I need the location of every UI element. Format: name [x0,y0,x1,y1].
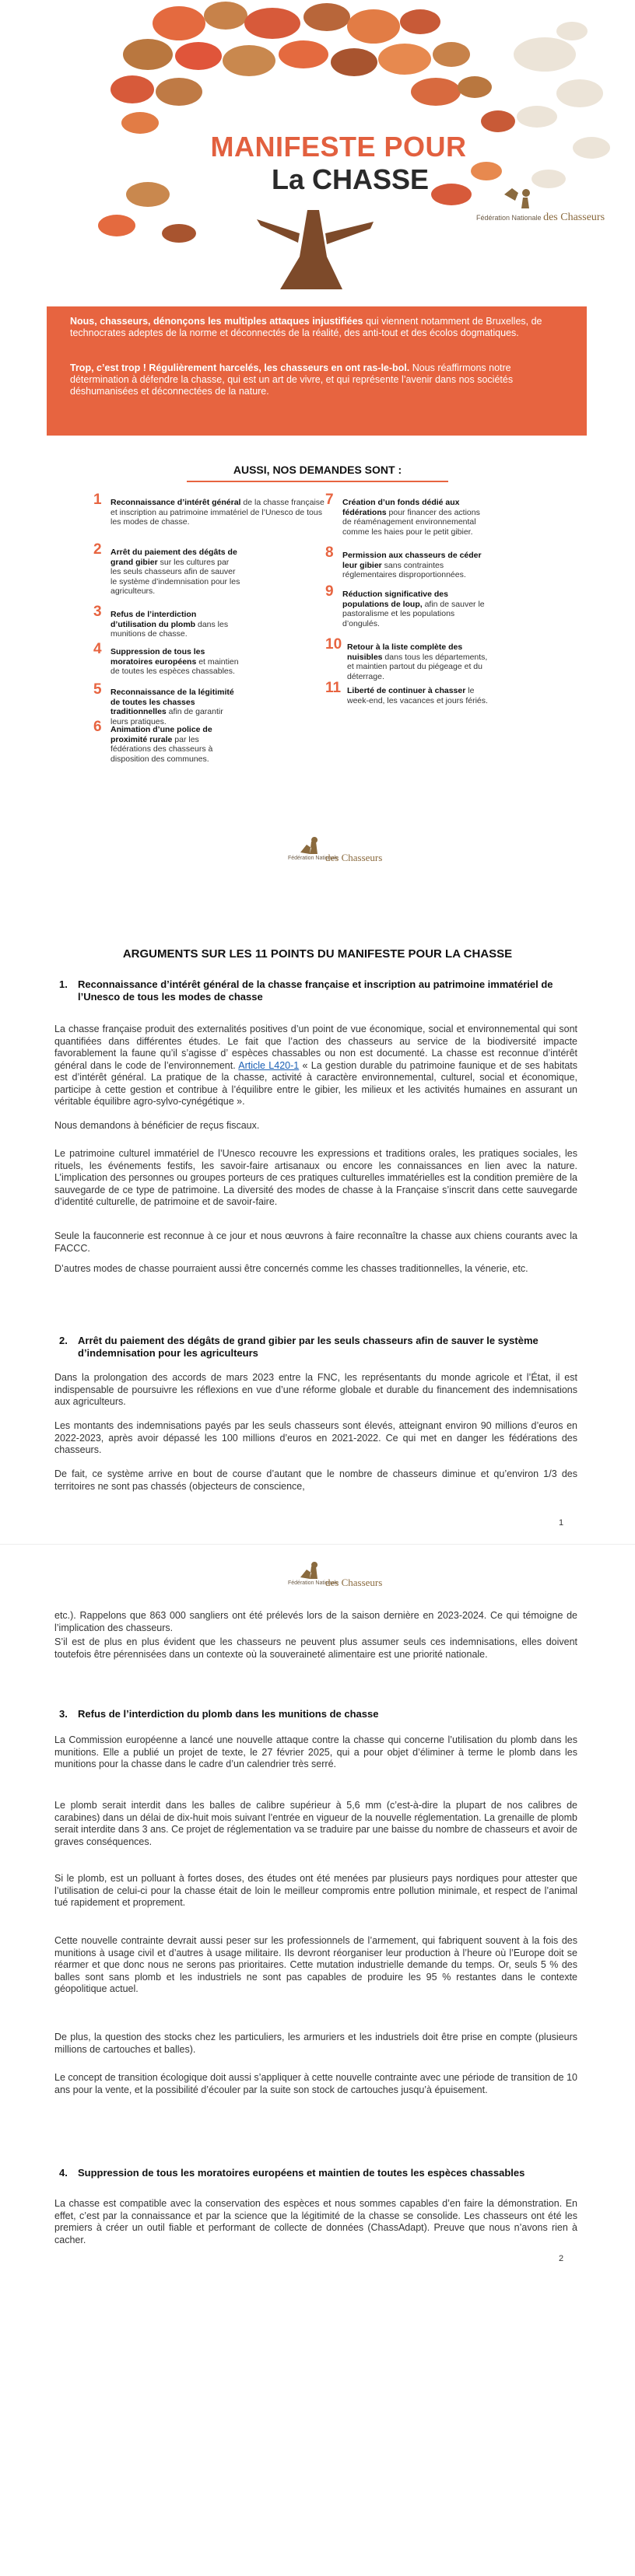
demand-bold: Création d’un fonds dédié aux fédérations [342,498,460,517]
section2-paragraph-5: S’il est de plus en plus évident que les chasseurs ne peuvent plus assumer seuls ces indemnisations, elles doivent toutefois être pérennisées dans un contexte où la souveraineté alimentaire est une priorité nationale. [54,1636,577,1660]
section-heading-4 [59,2167,560,2179]
section-number: 1. [59,978,68,990]
demand-item [93,681,241,726]
page-break [0,1544,635,1545]
demand-bold: Reconnaissance d’intérêt général [111,498,241,507]
section3-paragraph-4: Cette nouvelle contrainte devrait aussi peser sur les professionnels de l’armement, qui fabriquent souvent à la fois des munitions à usage civil et d’autres à usage militaire. Ils devront réorganiser leur production à l’heure où l’Europe doit se réarmer et que donc nous ne serons pas prioritaires. Cette mutation industrielle demande du temps. Or, seuls 5 % des balles sont sans plomb et les industriels ne sont pas capables de produire les 95 % restantes dans le contexte géopolitique actuel. [54,1935,577,1994]
logo-big-text: des Chasseurs [325,1577,383,1588]
demand-text: sur les cultures par les seuls chasseurs afin de sauver le système d’indemnisation pour les agriculteurs. [111,557,240,596]
demand-text: de la chasse française et inscription au patrimoine immatériel de l’Unesco de tous les modes de chasse. [111,498,325,527]
demand-item [93,641,241,677]
section-heading-2 [59,1335,560,1360]
demand-bold: Reconnaissance de la légitimité de toutes les chasses traditionnelles [111,688,234,716]
demand-bold: Liberté de continuer à chasser [347,686,466,695]
demand-number: 10 [325,636,342,653]
banner-p1-text: qui viennent notamment de Bruxelles, de technocrates adeptes de la norme et déconnectés de la réalité, des anti-tout et des écolos dogmatiques. [70,316,542,338]
section2-paragraph-3: De fait, ce système arrive en bout de course d’autant que le nombre de chasseurs diminue et qu’environ 1/3 des territoires ne sont pas chassés (objecteurs de conscience, [54,1468,577,1492]
demand-item [325,492,489,537]
banner-paragraph-2 [47,362,587,397]
demand-bold: Refus de l’interdiction d’utilisation du plomb [111,610,197,629]
demands-title: AUSSI, NOS DEMANDES SONT : [233,464,402,476]
hero-title-line2: La CHASSE [271,163,430,195]
demand-item [93,604,241,639]
logo-big-text: des Chasseurs [325,852,383,863]
section2-paragraph-1: Dans la prolongation des accords de mars 2023 entre la FNC, les représentants du monde agricole et l’État, il est indispensable de poursuivre les réflexions en vue d’une réforme globale et durable du financement des indemnisations aux agriculteurs. [54,1372,577,1407]
section4-paragraph-1: La chasse est compatible avec la conservation des espèces et nous sommes capables d’en faire la démonstration. En effet, c’est par la connaissance et par la science que la légitimité de la chasse se consolide. Les chasseurs ont été les premiers à créer un outil fiable et performant de collecte de données (ChassAdapt). Preuve que nous n’avons rien à cacher. [54,2198,577,2245]
demand-number: 6 [93,719,102,735]
demand-number: 5 [93,681,102,698]
demand-text: le week-end, les vacances et jours fériés. [347,686,488,705]
section-heading-text: Refus de l’interdiction du plomb dans les munitions de chasse [78,1708,379,1720]
demands-underline [187,481,448,482]
demand-number: 4 [93,641,102,657]
demand-bold: Suppression de tous les moratoires européens [111,647,205,667]
demand-item [93,541,241,597]
section-heading-text: Suppression de tous les moratoires européens et maintien de toutes les espèces chassables [78,2167,525,2179]
demand-bold: Permission aux chasseurs de céder leur gibier [342,551,482,570]
banner-paragraph-1 [47,316,587,339]
demand-text: sans contraintes réglementaires disproportionnées. [342,560,466,579]
demand-bold: Réduction significative des populations de loup, [342,590,448,609]
page-number-2: 2 [559,2254,564,2263]
demand-number: 7 [325,492,334,508]
federation-logo [257,837,383,868]
section3-paragraph-2: Le plomb serait interdit dans les balles de calibre supérieur à 5,6 mm (c’est-à-dire la plupart de nos calibres de carabines) dans un délai de dix-huit mois suivant l’entrée en vigueur de la nouvelle réglementation. La grenaille de plomb serait interdite dans 3 ans. Ce projet de réglementation va se traduire par une baisse du nombre de chasseurs et avoir de graves conséquences. [54,1800,577,1847]
section3-paragraph-3: Si le plomb, est un polluant à fortes doses, des études ont été menées par plusieurs pays nordiques pour attester que l’utilisation de celui-ci pour la chasse était de loin le meilleur compromis entre pollution minimale, et respect de l’animal tué rapidement et proprement. [54,1873,577,1908]
section-heading-3 [59,1708,560,1720]
section1-paragraph-3: Le patrimoine culturel immatériel de l’Unesco recouvre les expressions et traditions orales, les pratiques sociales, les rituels, les événements festifs, les savoir-faire artisanaux ou encore les connaissances en lien avec la nature. L’implication des personnes ou groupes porteurs de ces pratiques culturelles immatérielles est la condition première de la sauvegarde de ce type de patrimoine. La diversité des modes de chasse à la Française s’inscrit dans cette sauvegarde d’identité culturelle, de patrimoine et de savoir-faire. [54,1148,577,1207]
demand-text: pour financer des actions de réaménagement environnemental comme les haies pour le petit gibier. [342,507,480,537]
hero-illustration [0,0,635,303]
demand-number: 2 [93,541,102,558]
section1-paragraph-5: D’autres modes de chasse pourraient aussi être concernés comme les chasses traditionnelles, la vénerie, etc. [54,1263,528,1274]
section3-paragraph-5: De plus, la question des stocks chez les particuliers, les armuriers et les industriels doit être prise en compte (plusieurs millions de cartouches et balles). [54,2032,577,2055]
demand-number: 9 [325,583,334,600]
demand-item [93,719,241,764]
demand-item [325,544,489,580]
section2-paragraph-4: etc.). Rappelons que 863 000 sangliers ont été prélevés lors de la saison dernière en 2023-2024. Ce qui témoigne de l’implication des chasseurs. [54,1610,577,1633]
paragraph-text: « La gestion durable du patrimoine faunique et de ses habitats est d’intérêt général. La pratique de la chasse, activité à caractère environnemental, culturel, social et économique, participe à cette gestion et contribue à l’équilibre entre le gibier, les milieux et les activités humaines en assurant un véritable équilibre agro-sylvo-cynégétique ». [54,1059,577,1107]
demand-text: dans les munitions de chasse. [111,619,229,639]
page-number-1: 1 [559,1518,564,1528]
section1-paragraph-1 [54,1024,577,1108]
logo-small-text: Fédération Nationale [288,1580,339,1586]
section1-paragraph-2: Nous demandons à bénéficier de reçus fiscaux. [54,1120,260,1131]
logo-small-text: Fédération Nationale [288,856,339,861]
section3-paragraph-1: La Commission européenne a lancé une nouvelle attaque contre la chasse qui concerne l’utilisation du plomb dans les munitions. Elle a publié un projet de texte, le 27 février 2025, qui a pour objet d’éliminer à terme le plomb dans les munitions pour la chasse dans le cadre d’un calendrier très serré. [54,1734,577,1769]
demand-text: dans tous les départements, et maintien partout du piégeage et du déterrage. [347,652,488,681]
demand-text: par les fédérations des chasseurs à disposition des communes. [111,734,213,764]
hero-title-line1: MANIFESTE POUR [210,131,467,163]
article-link[interactable]: Article L420-1 [238,1059,300,1071]
section3-paragraph-6: Le concept de transition écologique doit aussi s’appliquer à cette nouvelle contrainte avec une période de transition de 10 ans pour la vente, et la possibilité d’écouler par la suite son stock de cartouches jusqu’à épuisement. [54,2072,577,2095]
demand-number: 11 [325,680,342,696]
section-number: 4. [59,2167,68,2179]
demand-item [325,636,489,681]
federation-logo [257,1562,383,1593]
section-heading-text: Reconnaissance d’intérêt général de la chasse française et inscription au patrimoine immatériel de l’Unesco de tous les modes de chasse [78,978,553,1003]
demand-text: afin de sauver le pastoralisme et les populations d’ongulés. [342,599,485,628]
intro-banner [47,306,587,436]
banner-p2-text: Nous réaffirmons notre détermination à défendre la chasse, qui est un art de vivre, et qui représente l’avenir dans nos sociétés déshumanisées et déconnectées de la nature. [70,362,514,397]
demand-number: 1 [93,492,102,508]
demand-text: et maintien de toutes les espèces chassables. [111,656,239,676]
demand-bold: Retour à la liste complète des nuisibles [347,642,463,662]
demand-item [325,680,489,705]
demand-item [325,583,489,628]
federation-big-label: des Chasseurs [543,212,605,223]
arguments-title: ARGUMENTS SUR LES 11 POINTS DU MANIFESTE POUR LA CHASSE [122,947,513,961]
banner-p2-bold: Trop, c’est trop ! Régulièrement harcelés, les chasseurs en ont ras-le-bol. [70,362,410,373]
section-number: 3. [59,1708,68,1720]
demand-bold: Arrêt du paiement des dégâts de grand gibier [111,548,237,567]
hunter-dog-icon [296,829,327,856]
demand-number: 3 [93,604,102,620]
section2-paragraph-2: Les montants des indemnisations payés par les seuls chasseurs sont élevés, atteignant environ 90 millions d’euros en 2022-2023, après avoir dépassé les 100 millions d’euros en 2021-2022. Ce qui met en danger les fédérations des chasseurs. [54,1420,577,1455]
federation-small-label: Fédération Nationale [476,214,542,222]
section-heading-text: Arrêt du paiement des dégâts de grand gibier par les seuls chasseurs afin de sauver le système d’indemnisation pour les agriculteurs [78,1335,539,1359]
demand-bold: Animation d’une police de proximité rurale [111,725,212,744]
section-number: 2. [59,1335,68,1346]
section-heading-1 [59,978,560,1003]
paragraph-text: La chasse française produit des externalités positives d’un point de vue économique, social et environnemental qui sont quantifiées dans différentes études. Le fait que l’action des chasseurs au service de la biodiversité impacte favorablement la faune qu’il s’agisse d’ espèces chassables ou non est documenté. La chasse est reconnue d’intérêt général dans le code de l’environnement. [54,1024,577,1071]
hunter-dog-icon [296,1554,327,1580]
hero-federation-logo [476,212,605,224]
banner-p1-bold: Nous, chasseurs, dénonçons les multiples attaques injustifiées [70,316,363,327]
demand-item [93,492,327,527]
demand-text: afin de garantir leurs pratiques. [111,707,223,726]
section1-paragraph-4: Seule la fauconnerie est reconnue à ce jour et nous œuvrons à faire reconnaître la chasse aux chiens courants avec la FACCC. [54,1230,577,1254]
demand-number: 8 [325,544,334,561]
